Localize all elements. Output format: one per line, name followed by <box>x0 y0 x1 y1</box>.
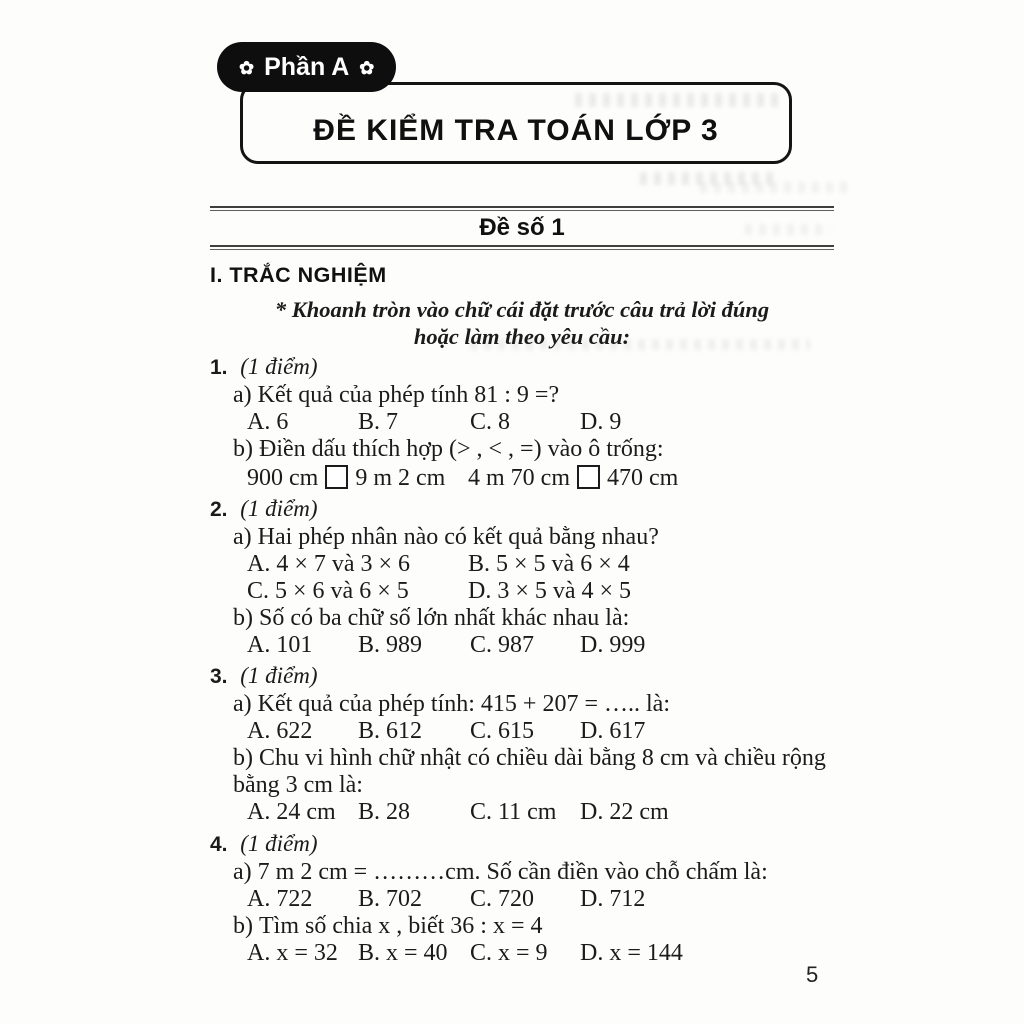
blank-box <box>325 465 348 489</box>
options-row <box>247 718 834 745</box>
option-item: B. x = 40 <box>358 940 448 966</box>
question-points: (1 điểm) <box>240 663 318 688</box>
test-number-heading: Đề số 1 <box>479 214 565 241</box>
section-heading: I. TRẮC NGHIỆM <box>210 263 387 287</box>
blank-box <box>577 465 600 489</box>
flower-icon: ✿ <box>239 58 255 78</box>
option-item: C. 987 <box>470 632 535 658</box>
question-block-3 <box>210 662 834 826</box>
options-row <box>247 886 834 913</box>
part-label: a) <box>233 524 252 550</box>
part-text: Hai phép nhân nào có kết quả bằng nhau? <box>257 524 659 550</box>
question-header <box>210 495 834 524</box>
option-item: C. x = 9 <box>470 940 548 966</box>
instruction-text <box>210 296 834 350</box>
option-item: C. 11 cm <box>470 799 557 825</box>
option-item: B. 989 <box>358 632 423 658</box>
part-text: Chu vi hình chữ nhật có chiều dài bằng 8 cm và chiều rộng bằng 3 cm là: <box>233 745 826 798</box>
instruction-line-2: hoặc làm theo yêu cầu: <box>413 324 631 349</box>
question-header <box>210 353 834 382</box>
comparison-left: 900 cm <box>247 465 319 491</box>
question-number: 4. <box>210 833 228 856</box>
option-item: A. 722 <box>247 886 313 912</box>
option-item: A. 101 <box>247 632 313 658</box>
question-block-4 <box>210 830 834 967</box>
exam-title-box <box>240 82 792 164</box>
option-item: D. 712 <box>580 886 646 912</box>
comparison-item <box>468 463 834 493</box>
page-number: 5 <box>806 962 819 987</box>
option-item: D. x = 144 <box>580 940 683 966</box>
part-label: b) <box>233 436 253 462</box>
option-item: D. 3 × 5 và 4 × 5 <box>468 578 632 604</box>
question-number: 2. <box>210 498 228 521</box>
question-number: 1. <box>210 356 228 379</box>
question-number: 3. <box>210 665 228 688</box>
double-rule <box>210 245 834 250</box>
options-row <box>247 940 834 967</box>
part-label: b) <box>233 913 253 939</box>
option-item: A. 4 × 7 và 3 × 6 <box>247 551 411 577</box>
comparison-right: 9 m 2 cm <box>355 465 446 491</box>
question-header <box>210 662 834 691</box>
option-item: D. 22 cm <box>580 799 669 825</box>
part-a-text <box>233 524 834 551</box>
question-block-1 <box>210 353 834 493</box>
part-a-text <box>233 859 834 886</box>
part-text: 7 m 2 cm = ………cm. Số cần điền vào chỗ chấm là: <box>257 859 768 885</box>
instruction-line-1: * Khoanh tròn vào chữ cái đặt trước câu trả lời đúng <box>274 297 770 322</box>
options-row <box>247 409 834 436</box>
part-text: Tìm số chia x , biết 36 : x = 4 <box>259 913 543 939</box>
option-item: B. 7 <box>358 409 399 435</box>
option-item: A. 24 cm <box>247 799 336 825</box>
part-label: a) <box>233 691 252 717</box>
exam-title: ĐỀ KIỂM TRA TOÁN LỚP 3 <box>313 114 719 147</box>
part-b-text <box>233 913 834 940</box>
part-b-text <box>233 745 834 799</box>
option-item: A. x = 32 <box>247 940 338 966</box>
option-item: A. 622 <box>247 718 313 744</box>
part-badge-label: Phần A <box>264 52 350 81</box>
part-a-text <box>233 691 834 718</box>
bleed-through-artifact <box>700 182 850 193</box>
part-b-text <box>233 605 834 632</box>
part-a-text <box>233 382 834 409</box>
comparison-item <box>247 463 468 493</box>
options-row <box>247 551 834 578</box>
comparison-right: 470 cm <box>607 465 679 491</box>
part-text: Số có ba chữ số lớn nhất khác nhau là: <box>259 605 630 631</box>
options-row <box>247 632 834 659</box>
options-row <box>247 578 834 605</box>
part-b-text <box>233 436 834 463</box>
option-item: D. 617 <box>580 718 646 744</box>
option-item: B. 5 × 5 và 6 × 4 <box>468 551 630 577</box>
comparison-row <box>247 463 834 493</box>
option-item: A. 6 <box>247 409 289 435</box>
part-text: Kết quả của phép tính 81 : 9 =? <box>257 382 560 408</box>
bleed-through-artifact <box>640 172 780 185</box>
part-label: a) <box>233 382 252 408</box>
part-label: b) <box>233 605 253 631</box>
part-text: Điền dấu thích hợp (> , < , =) vào ô trống: <box>259 436 664 462</box>
options-row <box>247 799 834 826</box>
option-item: C. 8 <box>470 409 511 435</box>
part-badge <box>217 42 396 92</box>
option-item: C. 615 <box>470 718 535 744</box>
question-points: (1 điểm) <box>240 354 318 379</box>
option-item: D. 999 <box>580 632 646 658</box>
part-label: b) <box>233 745 253 771</box>
part-label: a) <box>233 859 252 885</box>
question-block-2 <box>210 495 834 659</box>
option-item: C. 5 × 6 và 6 × 5 <box>247 578 409 604</box>
option-item: B. 612 <box>358 718 423 744</box>
option-item: B. 702 <box>358 886 423 912</box>
part-text: Kết quả của phép tính: 415 + 207 = ….. là: <box>257 691 670 717</box>
option-item: B. 28 <box>358 799 411 825</box>
option-item: D. 9 <box>580 409 622 435</box>
flower-icon: ✿ <box>359 58 375 78</box>
option-item: C. 720 <box>470 886 535 912</box>
comparison-left: 4 m 70 cm <box>468 465 570 491</box>
double-rule <box>210 206 834 211</box>
test-content <box>210 206 834 967</box>
question-points: (1 điểm) <box>240 496 318 521</box>
question-header <box>210 830 834 859</box>
question-points: (1 điểm) <box>240 831 318 856</box>
